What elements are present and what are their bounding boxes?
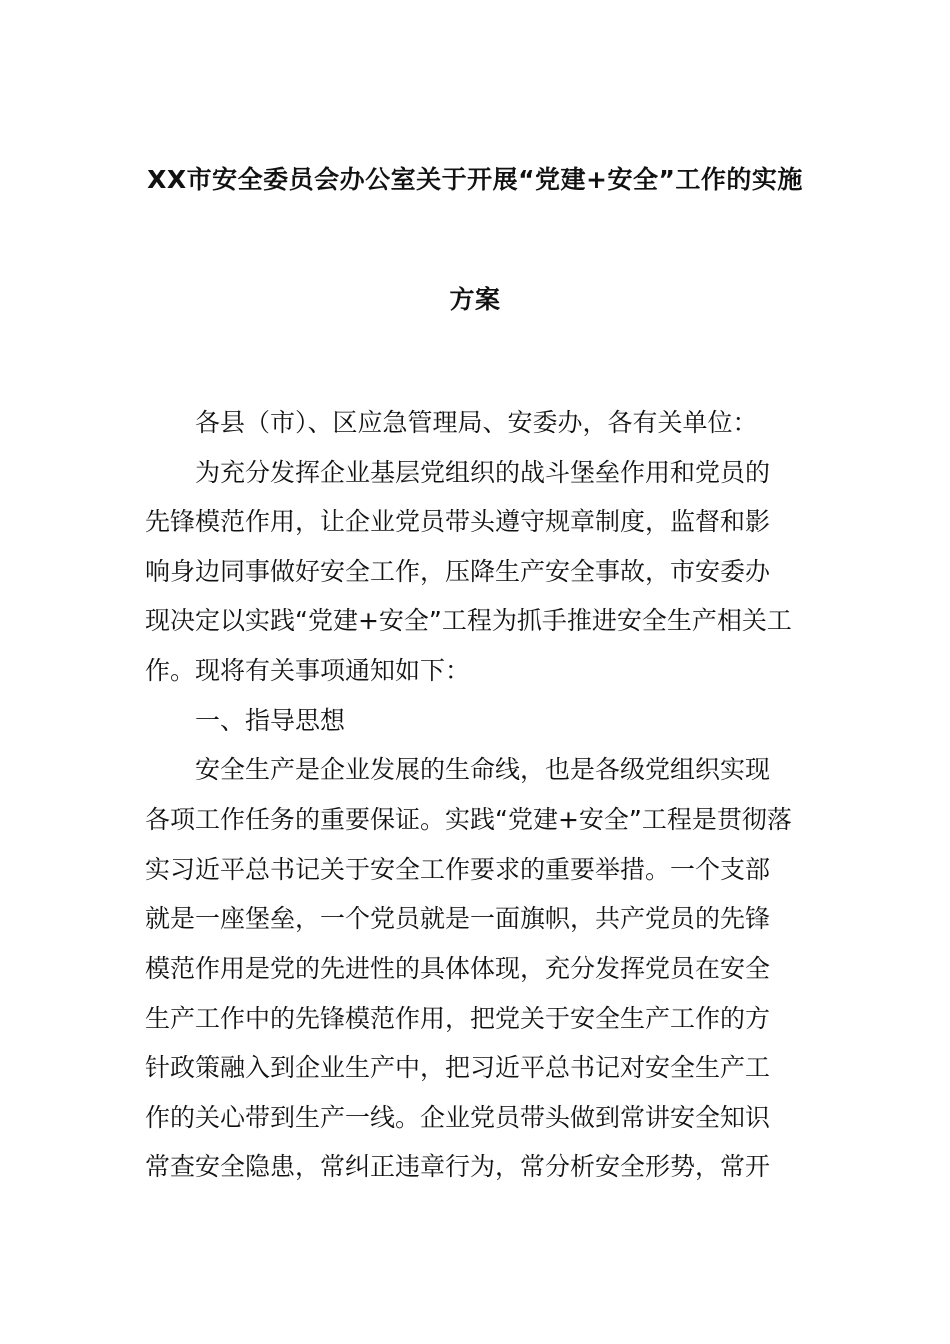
paragraph-line: 各项工作任务的重要保证。实践“党建+安全”工程是贯彻落 (145, 805, 792, 834)
paragraph-line: 模范作用是党的先进性的具体体现，充分发挥党员在安全 (145, 954, 771, 983)
paragraph-line: 现决定以实践“党建+安全”工程为抓手推进安全生产相关工 (145, 606, 792, 635)
section-heading: 一、指导思想 (195, 706, 346, 735)
paragraph-line: 为充分发挥企业基层党组织的战斗堡垒作用和党员的 (195, 458, 771, 487)
paragraph-line: 实习近平总书记关于安全工作要求的重要举措。一个支部 (145, 855, 771, 884)
paragraph-line: 安全生产是企业发展的生命线，也是各级党组织实现 (195, 755, 771, 784)
document-title-line-1: XX市安全委员会办公室关于开展“党建+安全”工作的实施 (147, 165, 803, 194)
paragraph-line: 生产工作中的先锋模范作用，把党关于安全生产工作的方 (145, 1004, 771, 1033)
paragraph-line: 作。现将有关事项通知如下： (145, 656, 471, 685)
paragraph-line: 就是一座堡垒，一个党员就是一面旗帜，共产党员的先锋 (145, 904, 771, 933)
document-title-line-2: 方案 (449, 285, 501, 314)
paragraph-line: 先锋模范作用，让企业党员带头遵守规章制度，监督和影 (145, 507, 771, 536)
paragraph-line: 作的关心带到生产一线。企业党员带头做到常讲安全知识 (145, 1103, 771, 1132)
paragraph-line: 常查安全隐患，常纠正违章行为，常分析安全形势，常开 (145, 1152, 771, 1181)
salutation: 各县（市）、区应急管理局、安委办，各有关单位： (195, 408, 758, 437)
paragraph-line: 针政策融入到企业生产中，把习近平总书记对安全生产工 (145, 1053, 771, 1082)
paragraph-line: 响身边同事做好安全工作，压降生产安全事故，市安委办 (145, 557, 771, 586)
